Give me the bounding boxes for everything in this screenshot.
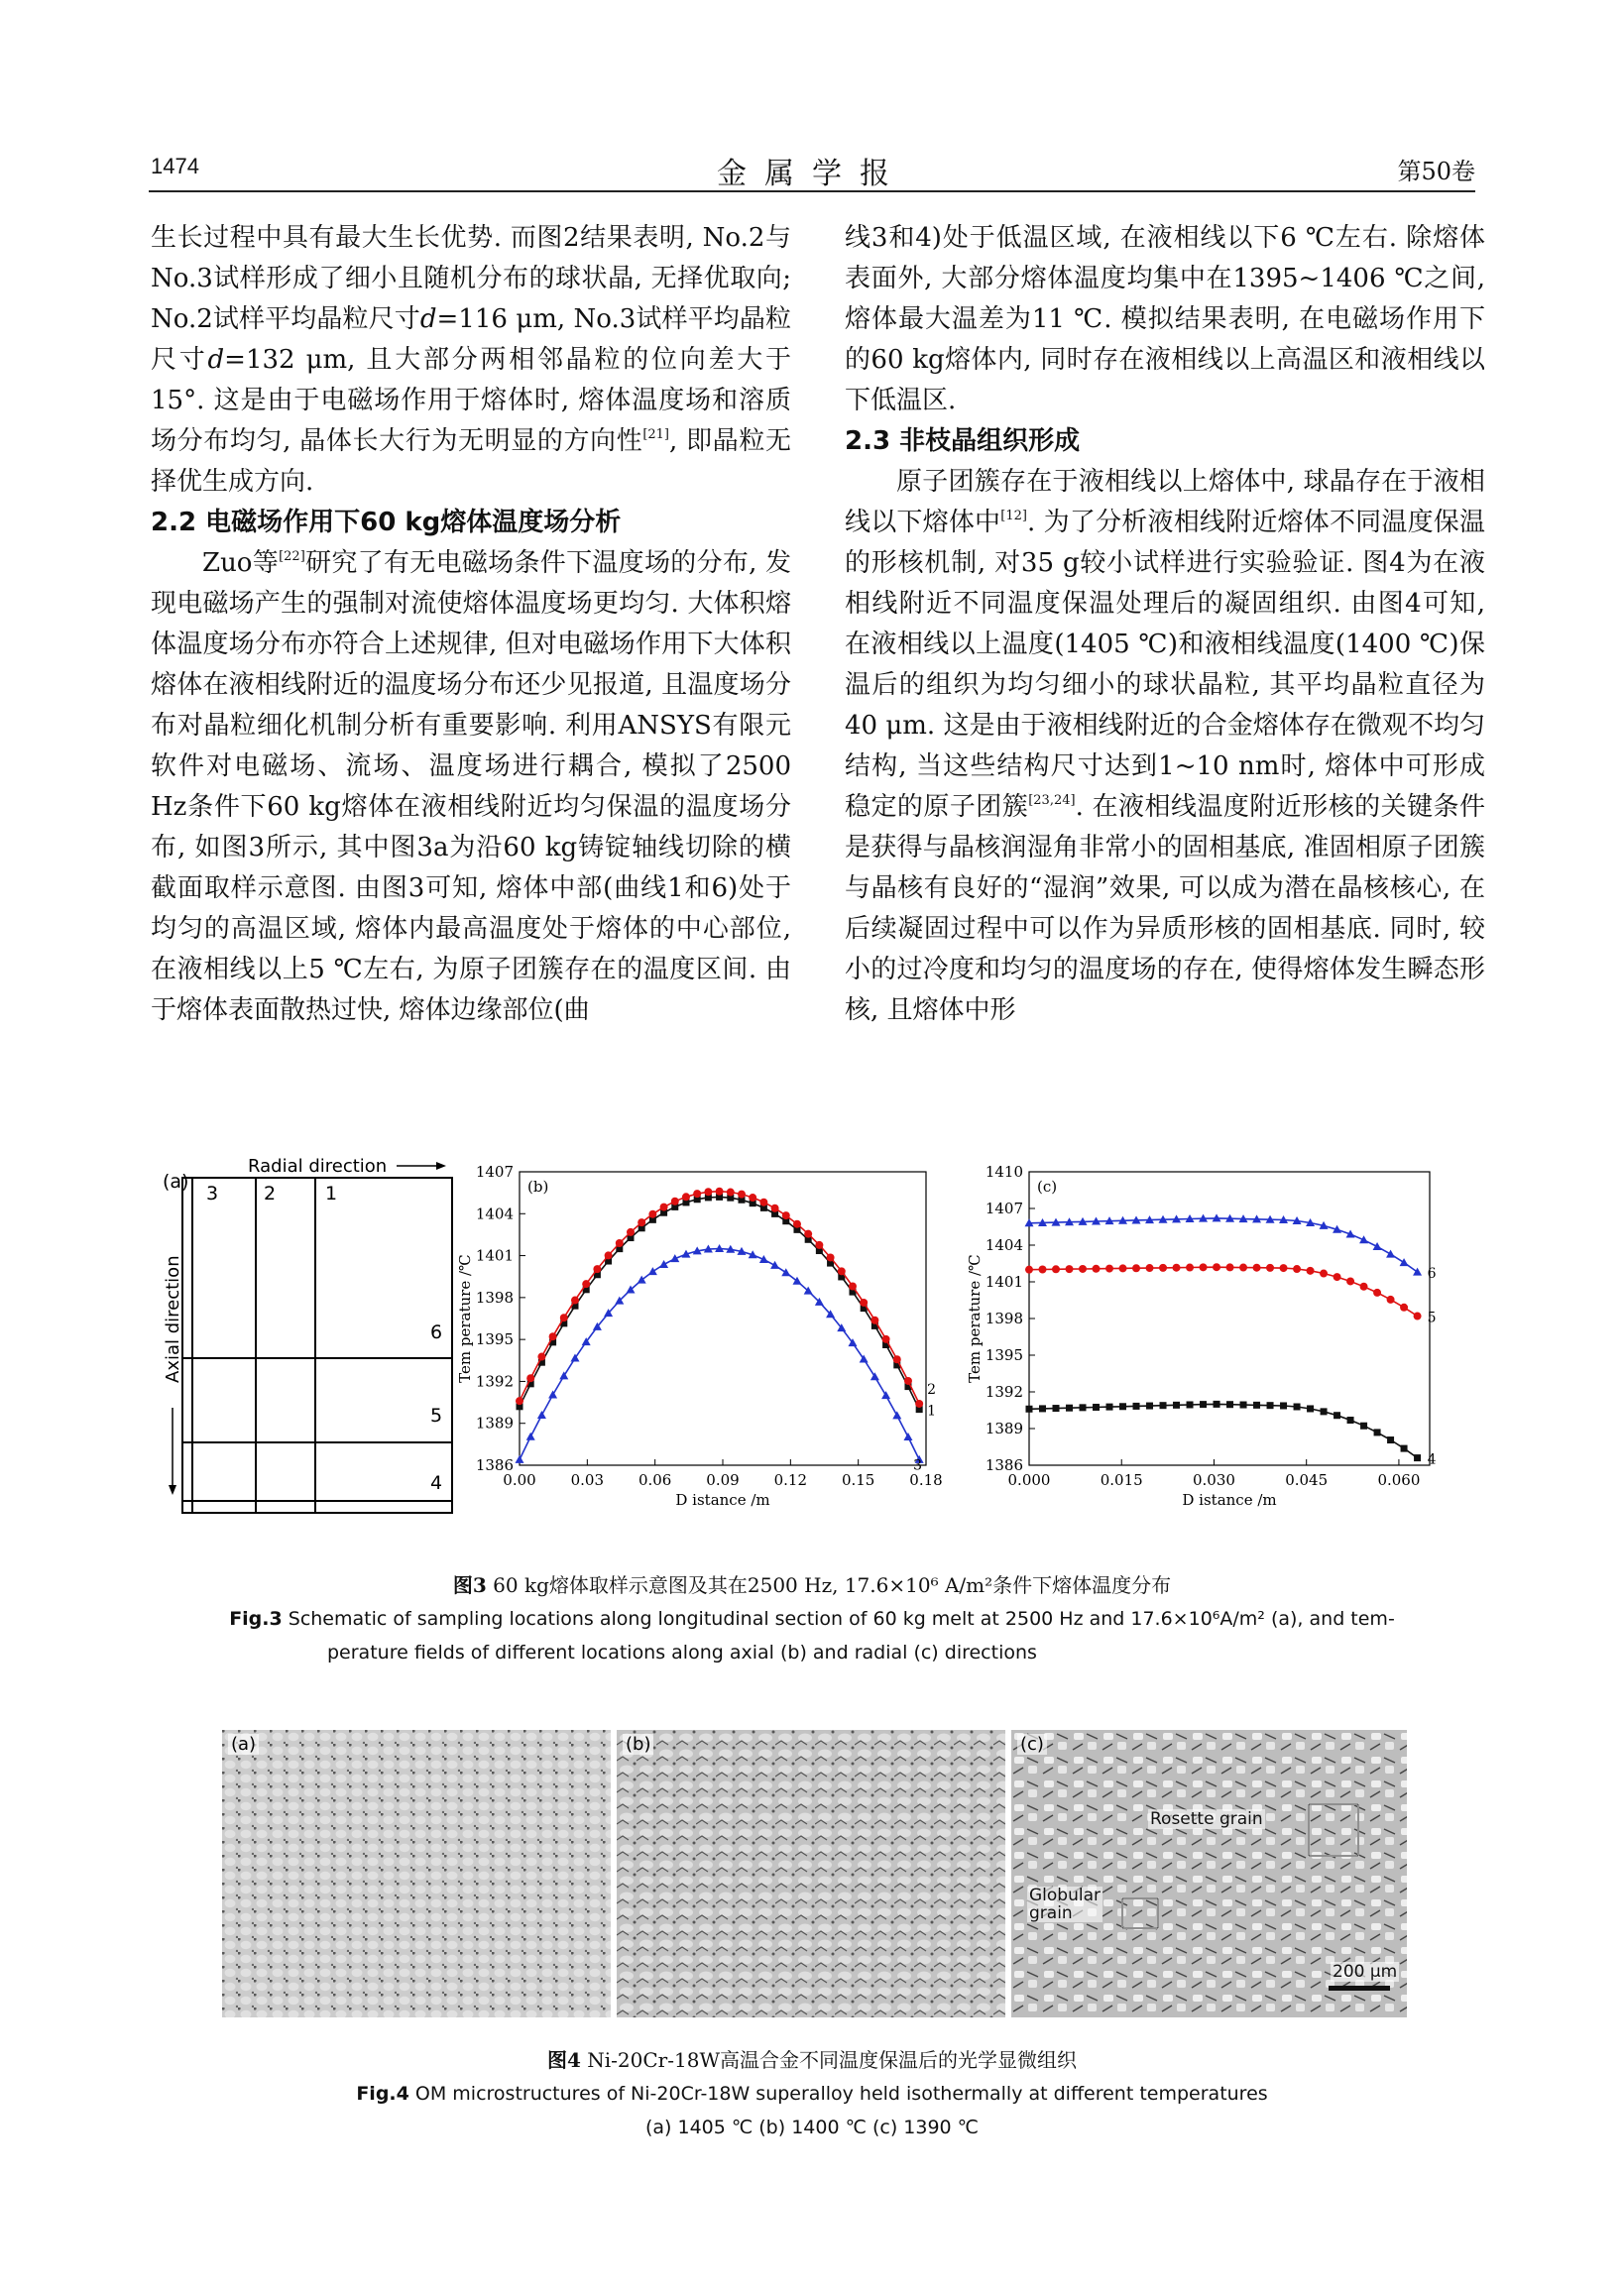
chart-radial-temperature bbox=[966, 1150, 1477, 1527]
data-point bbox=[1414, 1313, 1422, 1320]
data-point bbox=[605, 1251, 613, 1259]
data-point bbox=[1119, 1264, 1127, 1272]
panel-label: (a) bbox=[228, 1734, 259, 1755]
series-label: 2 bbox=[927, 1381, 937, 1398]
y-tick-label: 1398 bbox=[475, 1288, 514, 1307]
data-point bbox=[1293, 1265, 1301, 1273]
x-tick-label: 0.015 bbox=[1100, 1471, 1143, 1489]
data-point bbox=[1159, 1264, 1167, 1272]
caption-en-cont: perature fields of different locations along axial (b) and radial (c) directions bbox=[327, 1642, 1037, 1664]
data-point bbox=[537, 1411, 546, 1419]
data-point bbox=[593, 1265, 601, 1273]
data-point bbox=[659, 1260, 668, 1268]
x-tick-label: 0.18 bbox=[909, 1471, 943, 1489]
y-tick-label: 1410 bbox=[985, 1163, 1023, 1181]
data-point bbox=[693, 1190, 701, 1198]
panel-label: (a) bbox=[163, 1171, 189, 1193]
micrograph-b-image bbox=[617, 1730, 1005, 2017]
column-label: 3 bbox=[206, 1183, 219, 1205]
data-point bbox=[815, 1241, 823, 1249]
x-tick-label: 0.12 bbox=[773, 1471, 808, 1489]
data-point bbox=[1334, 1412, 1340, 1419]
y-tick-label: 1386 bbox=[475, 1456, 514, 1474]
data-point bbox=[549, 1332, 557, 1340]
data-point bbox=[648, 1210, 656, 1218]
data-point bbox=[903, 1433, 912, 1440]
data-point bbox=[1079, 1265, 1087, 1273]
y-tick-label: 1392 bbox=[985, 1383, 1023, 1401]
data-point bbox=[1400, 1258, 1409, 1266]
ingot-outline bbox=[182, 1178, 452, 1513]
data-point bbox=[582, 1280, 590, 1288]
data-point bbox=[1173, 1264, 1181, 1272]
column-label: 1 bbox=[325, 1183, 338, 1205]
data-point bbox=[1226, 1263, 1234, 1271]
data-point bbox=[1321, 1408, 1328, 1415]
data-point bbox=[660, 1204, 668, 1211]
data-point bbox=[526, 1374, 534, 1382]
data-point bbox=[559, 1371, 568, 1379]
data-point bbox=[1226, 1401, 1233, 1408]
data-point bbox=[782, 1211, 790, 1219]
rosette-grain-label: Rosette grain bbox=[1150, 1809, 1263, 1829]
y-tick-label: 1401 bbox=[475, 1246, 514, 1265]
data-point bbox=[1160, 1402, 1167, 1409]
data-point bbox=[771, 1205, 779, 1212]
data-point bbox=[1373, 1242, 1382, 1250]
data-point bbox=[1386, 1250, 1395, 1258]
data-point bbox=[648, 1267, 657, 1275]
data-point bbox=[1066, 1265, 1074, 1273]
data-point bbox=[1052, 1265, 1060, 1273]
right-column bbox=[845, 218, 1485, 1031]
data-point bbox=[1307, 1267, 1315, 1275]
y-tick-label: 1407 bbox=[475, 1163, 514, 1181]
series-line bbox=[1029, 1218, 1418, 1272]
row-label: 4 bbox=[430, 1472, 443, 1494]
data-point bbox=[849, 1282, 857, 1290]
volume-label: 第50卷 bbox=[1397, 158, 1475, 185]
scale-bar-label: 200 μm bbox=[1333, 1962, 1398, 1982]
y-tick-label: 1398 bbox=[985, 1310, 1023, 1327]
series-label: 6 bbox=[1427, 1266, 1437, 1283]
data-point bbox=[704, 1188, 712, 1196]
data-point bbox=[682, 1193, 690, 1201]
data-point bbox=[881, 1391, 890, 1399]
data-point bbox=[793, 1220, 801, 1228]
data-point bbox=[1200, 1401, 1207, 1408]
chart-axial-temperature bbox=[456, 1150, 960, 1527]
data-point bbox=[1320, 1270, 1328, 1278]
journal-title: 金属学报 bbox=[717, 157, 907, 191]
data-point bbox=[1025, 1266, 1033, 1274]
radial-direction-label: Radial direction bbox=[248, 1156, 388, 1177]
radial-arrow-head bbox=[436, 1162, 446, 1170]
data-point bbox=[516, 1455, 524, 1463]
series-line bbox=[1029, 1267, 1418, 1316]
caption-cn: 图3 60 kg熔体取样示意图及其在2500 Hz, 17.6×10⁶ A/m²条件下熔体温度分布 bbox=[452, 1573, 1172, 1597]
data-point bbox=[1239, 1264, 1247, 1272]
x-tick-label: 0.03 bbox=[570, 1471, 605, 1489]
data-point bbox=[1347, 1417, 1354, 1424]
series-label: 5 bbox=[1427, 1310, 1437, 1326]
paragraph: Zuo等[22]研究了有无电磁场条件下温度场的分布, 发现电磁场产生的强制对流使熔体温度场更均匀. 大体积熔体温度场分布亦符合上述规律, 但对电磁场作用下大体积熔体在液相线附近的温度场分布还少见报道, 且温度场分布对晶粒细化机制分析有重要影响. 利用ANSYS有限元软件对电磁场、流场、温度场进行耦合, 模拟了2500 Hz条件下60 kg熔体在液相线附近均匀保温的温度场分布, 如图3所示, 其中图3a为沿60 kg铸锭轴线切除的横截面取样示意图. 由图3可知, 熔体中部(曲线1和6)处于均匀的高温区域, 熔体内最高温度处于熔体的中心部位, 在液相线以上5 ℃左右, 为原子团簇存在的温度区间. 由于熔体表面散热过快, 熔体边缘部位(曲 bbox=[151, 548, 792, 1025]
column-label: 2 bbox=[264, 1183, 277, 1205]
data-point bbox=[838, 1267, 846, 1275]
page-number: 1474 bbox=[151, 154, 199, 178]
series-label: 3 bbox=[913, 1457, 923, 1474]
data-point bbox=[1146, 1403, 1153, 1410]
data-point bbox=[1401, 1445, 1408, 1452]
data-point bbox=[1267, 1402, 1274, 1409]
y-tick-label: 1389 bbox=[985, 1420, 1023, 1437]
left-column bbox=[151, 218, 791, 1031]
data-point bbox=[1105, 1265, 1113, 1273]
micrograph-c bbox=[1011, 1730, 1407, 2017]
caption-sub: (a) 1405 ℃ (b) 1400 ℃ (c) 1390 ℃ bbox=[644, 2117, 980, 2138]
panel-label: (b) bbox=[623, 1734, 653, 1755]
x-tick-label: 0.15 bbox=[841, 1471, 875, 1489]
data-point bbox=[638, 1218, 645, 1226]
data-point bbox=[738, 1191, 746, 1199]
y-tick-label: 1386 bbox=[985, 1456, 1023, 1474]
y-tick-label: 1395 bbox=[985, 1346, 1023, 1364]
scale-bar bbox=[1329, 1986, 1390, 1991]
x-tick-label: 0.00 bbox=[503, 1471, 536, 1489]
data-point bbox=[770, 1261, 779, 1269]
data-point bbox=[1360, 1283, 1368, 1291]
data-point bbox=[804, 1230, 812, 1238]
data-point bbox=[571, 1297, 579, 1305]
data-point bbox=[759, 1199, 767, 1206]
data-point bbox=[827, 1253, 835, 1261]
data-point bbox=[1080, 1404, 1087, 1411]
data-point bbox=[870, 1317, 878, 1324]
data-point bbox=[1133, 1403, 1140, 1410]
data-point bbox=[1146, 1264, 1154, 1272]
data-point bbox=[548, 1390, 557, 1398]
paragraph: 生长过程中具有最大生长优势. 而图2结果表明, No.2与No.3试样形成了细小且随机分布的球状晶, 无择优取向; No.2试样平均晶粒尺寸d=116 μm, No.3试样平均晶粒尺寸d=132 μm, 且大部分两相邻晶粒的位向差大于15°. 这是由于电磁场作用于熔体时, 熔体温度场和溶质场分布均匀, 晶体长大行为无明显的方向性[21], 即晶粒无择优生成方向. bbox=[151, 223, 792, 497]
data-point bbox=[1187, 1401, 1194, 1408]
micrograph-a bbox=[222, 1730, 611, 2017]
data-point bbox=[1400, 1304, 1408, 1312]
caption-en: Fig.3 Schematic of sampling locations along longitudinal section of 60 kg melt at 2500 Hz and 17.6×10⁶A/m² (a), and tem- bbox=[229, 1608, 1395, 1630]
data-point bbox=[781, 1268, 790, 1276]
data-point bbox=[537, 1353, 545, 1361]
panel-label: (c) bbox=[1017, 1734, 1047, 1755]
data-point bbox=[1214, 1401, 1220, 1408]
data-point bbox=[716, 1188, 724, 1196]
y-tick-label: 1395 bbox=[475, 1330, 514, 1349]
series-label: 4 bbox=[1427, 1451, 1437, 1468]
data-point bbox=[1093, 1265, 1101, 1273]
data-point bbox=[1414, 1454, 1421, 1461]
micrograph-b bbox=[617, 1730, 1005, 2017]
data-point bbox=[1413, 1268, 1422, 1276]
data-point bbox=[1093, 1404, 1100, 1411]
figure-4-caption bbox=[0, 2043, 1624, 2144]
figure-3 bbox=[149, 1150, 1477, 1527]
data-point bbox=[882, 1335, 890, 1343]
data-point bbox=[627, 1228, 635, 1236]
row-label: 6 bbox=[430, 1321, 443, 1343]
data-point bbox=[1240, 1402, 1247, 1409]
header-rule bbox=[149, 190, 1475, 192]
citation[interactable]: [22] bbox=[279, 549, 305, 564]
y-axis-label: Tem perature /℃ bbox=[456, 1254, 474, 1383]
data-point bbox=[516, 1397, 523, 1405]
data-point bbox=[915, 1400, 923, 1408]
data-point bbox=[1373, 1289, 1381, 1297]
data-point bbox=[727, 1189, 735, 1197]
data-point bbox=[1307, 1405, 1314, 1412]
series-line bbox=[520, 1192, 919, 1404]
axial-arrow-head bbox=[169, 1485, 176, 1495]
data-point bbox=[1039, 1405, 1046, 1412]
plot-frame bbox=[520, 1172, 926, 1465]
data-point bbox=[870, 1372, 879, 1380]
x-tick-label: 0.030 bbox=[1192, 1471, 1235, 1489]
citation[interactable]: [23,24] bbox=[1028, 793, 1076, 808]
panel-label: (c) bbox=[1037, 1178, 1058, 1196]
data-point bbox=[1132, 1264, 1140, 1272]
caption-cn: 图4 Ni-20Cr-18W高温合金不同温度保温后的光学显微组织 bbox=[546, 2048, 1077, 2072]
y-tick-label: 1404 bbox=[475, 1205, 514, 1223]
data-point bbox=[904, 1377, 912, 1385]
data-point bbox=[1280, 1264, 1288, 1272]
globular-grain-label: Globular grain bbox=[1029, 1886, 1101, 1923]
data-point bbox=[526, 1433, 535, 1440]
data-point bbox=[1026, 1406, 1033, 1413]
data-point bbox=[860, 1299, 868, 1307]
series-line bbox=[520, 1249, 919, 1460]
citation[interactable]: [21] bbox=[642, 427, 669, 442]
series-label: 1 bbox=[927, 1403, 937, 1420]
data-point bbox=[1280, 1402, 1287, 1409]
data-point bbox=[749, 1194, 756, 1202]
data-point bbox=[1387, 1436, 1394, 1443]
paragraph: 线3和4)处于低温区域, 在液相线以下6 ℃左右. 除熔体表面外, 大部分熔体温度均集中在1395~1406 ℃之间, 熔体最大温差为11 ℃. 模拟结果表明, 在电磁场作用下的60 kg熔体内, 同时存在液相线以上高温区和液相线以下低温区. bbox=[845, 223, 1485, 415]
row-label: 5 bbox=[430, 1405, 443, 1427]
y-axis-label: Tem perature /℃ bbox=[966, 1254, 984, 1383]
x-tick-label: 0.060 bbox=[1377, 1471, 1421, 1489]
data-point bbox=[1053, 1405, 1060, 1412]
data-point bbox=[1374, 1429, 1381, 1435]
paragraph: 原子团簇存在于液相线以上熔体中, 球晶存在于液相线以下熔体中[12]. 为了分析液相线附近熔体不同温度保温的形核机制, 对35 g较小试样进行实验验证. 图4为在液相线附近不同温度保温处理后的凝固组织. 由图4可知, 在液相线以上温度(1405 ℃)和液相线温度(1400 ℃)保温后的组织为均匀细小的球状晶粒, 其平均晶粒直径为40 μm. 这是由于液相线附近的合金熔体存在微观不均匀结构, 当这些结构尺寸达到1~10 nm时, 熔体中可形成稳定的原子团簇[23,24]. 在液相线温度附近形核的关键条件是获得与晶核润湿角非常小的固相基底, 准固相原子团簇与晶核有良好的“湿润”效果, 可以成为潜在晶核核心, 在后续凝固过程中可以作为异质形核的固相基底. 同时, 较小的过冷度和均匀的温度场的存在, 使得熔体发生瞬态形核, 且熔体中形 bbox=[845, 467, 1485, 1025]
data-point bbox=[893, 1355, 901, 1363]
micrograph-a-image bbox=[222, 1730, 611, 2017]
data-point bbox=[671, 1198, 679, 1205]
citation[interactable]: [12] bbox=[1000, 509, 1027, 523]
data-point bbox=[1294, 1403, 1301, 1410]
figure-3-caption bbox=[0, 1568, 1624, 1669]
data-point bbox=[616, 1239, 624, 1247]
axial-direction-label: Axial direction bbox=[163, 1255, 183, 1383]
data-point bbox=[1106, 1404, 1113, 1411]
x-tick-label: 0.045 bbox=[1285, 1471, 1329, 1489]
y-tick-label: 1404 bbox=[985, 1236, 1023, 1254]
x-tick-label: 0.09 bbox=[706, 1471, 740, 1489]
data-point bbox=[1334, 1273, 1341, 1281]
x-axis-label: D istance /m bbox=[675, 1491, 770, 1509]
data-point bbox=[892, 1411, 901, 1419]
x-tick-label: 0.000 bbox=[1007, 1471, 1051, 1489]
data-point bbox=[1213, 1263, 1220, 1271]
data-point bbox=[1387, 1296, 1395, 1304]
data-point bbox=[1186, 1264, 1194, 1272]
section-heading-2-3: 2.3 非枝晶组织形成 bbox=[845, 426, 1081, 456]
figure-4 bbox=[222, 1730, 1407, 2017]
section-heading-2-2: 2.2 电磁场作用下60 kg熔体温度场分析 bbox=[151, 508, 622, 537]
data-point bbox=[1119, 1403, 1126, 1410]
data-point bbox=[1066, 1405, 1073, 1412]
data-point bbox=[1173, 1402, 1180, 1409]
series-line bbox=[520, 1197, 919, 1409]
caption-en: Fig.4 OM microstructures of Ni-20Cr-18W superalloy held isothermally at different temperatures bbox=[356, 2083, 1268, 2105]
data-point bbox=[1200, 1263, 1208, 1271]
data-point bbox=[1253, 1264, 1261, 1272]
data-point bbox=[1253, 1402, 1260, 1409]
y-tick-label: 1389 bbox=[475, 1414, 514, 1433]
data-point bbox=[1266, 1264, 1274, 1272]
data-point bbox=[1346, 1277, 1354, 1285]
data-point bbox=[560, 1314, 568, 1321]
y-tick-label: 1407 bbox=[985, 1200, 1023, 1217]
y-tick-label: 1401 bbox=[985, 1273, 1023, 1291]
data-point bbox=[1360, 1423, 1367, 1430]
panel-label: (b) bbox=[527, 1178, 549, 1196]
data-point bbox=[1039, 1265, 1047, 1273]
y-tick-label: 1392 bbox=[475, 1372, 514, 1391]
x-axis-label: D istance /m bbox=[1182, 1491, 1277, 1509]
sampling-schematic bbox=[149, 1150, 466, 1527]
series-line bbox=[1029, 1404, 1418, 1457]
x-tick-label: 0.06 bbox=[638, 1471, 672, 1489]
